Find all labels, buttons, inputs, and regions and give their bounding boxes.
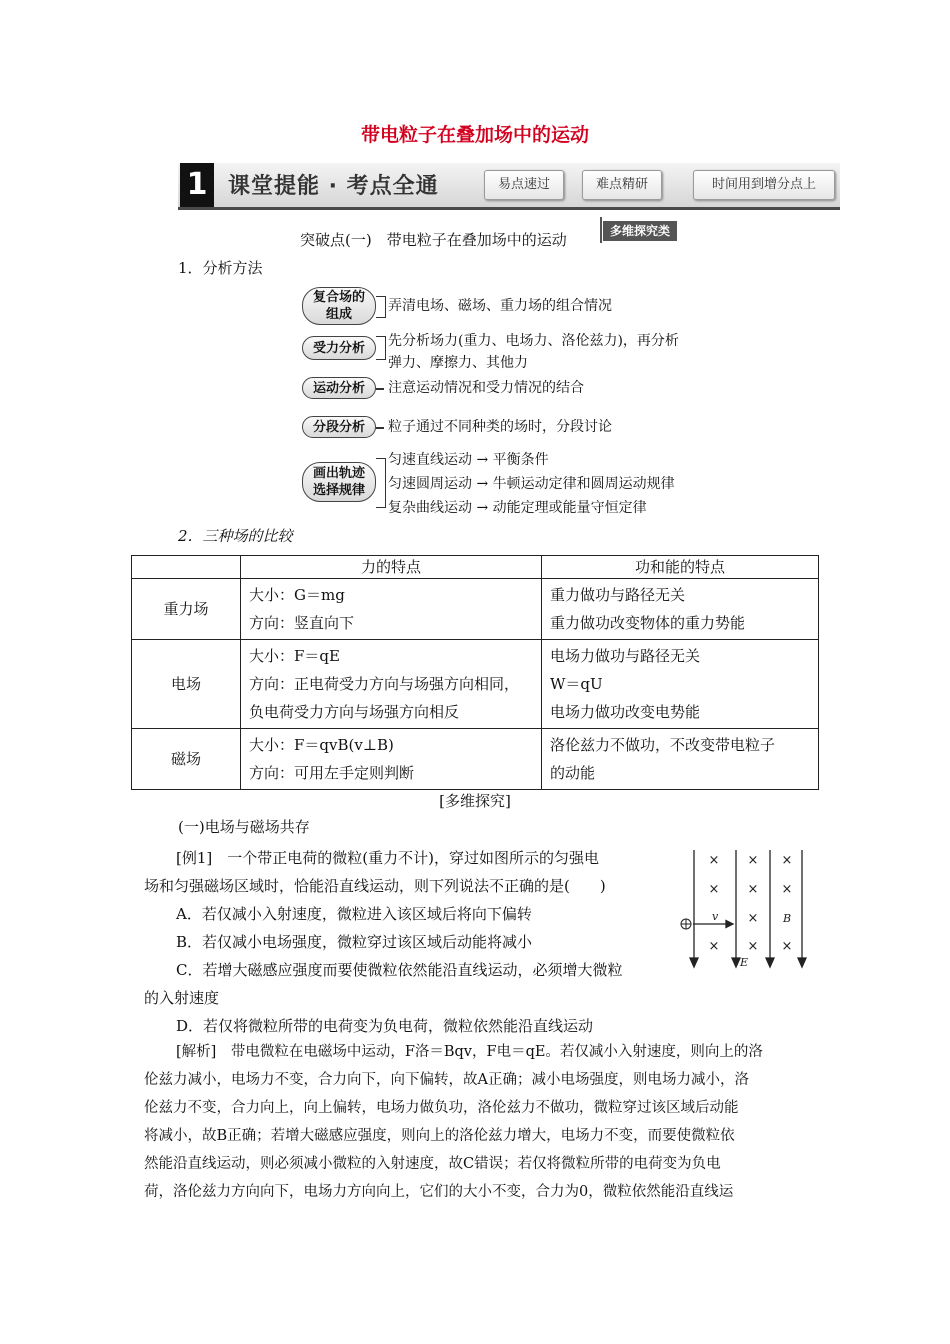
flow-connector — [376, 458, 386, 508]
cell-line: 方向：竖直向下 — [249, 614, 355, 632]
option-c-cont: 的入射速度 — [144, 989, 220, 1007]
arrow-head-icon — [732, 958, 740, 967]
solution-line: 然能沿直线运动，则必须减小微粒的入射速度，故C错误；若仅将微粒所带的电荷变为负电 — [144, 1156, 721, 1172]
flow-node-label: 画出轨迹选择规律 — [312, 466, 365, 498]
cell-line: 负电荷受力方向与场强方向相反 — [249, 703, 460, 721]
flow-node-motion — [302, 377, 376, 399]
table-row-head: 磁场 — [132, 729, 241, 790]
analysis-heading: 1．分析方法 — [178, 259, 263, 277]
table-header-cell: 力的特点 — [241, 556, 542, 579]
flow-node-label: 分段分析 — [312, 419, 365, 435]
magnetic-cross-icon: × — [708, 853, 720, 868]
example-stem-1: [例1] 一个带正电荷的微粒(重力不计)，穿过如图所示的匀强电 — [176, 849, 599, 867]
magnetic-cross-icon: × — [747, 911, 759, 926]
field-diagram — [676, 846, 816, 972]
flow-desc-line: 弄清电场、磁场、重力场的组合情况 — [388, 298, 612, 314]
velocity-label: v — [712, 910, 719, 923]
flow-node-label: 运动分析 — [312, 380, 365, 396]
cell-line: 电场力做功与路径无关 — [550, 647, 701, 665]
flow-desc-line: 匀速直线运动 → 平衡条件 — [388, 452, 549, 468]
cell-line: 洛伦兹力不做功，不改变带电粒子 — [550, 736, 776, 754]
flow-desc-line: 弹力、摩擦力、其他力 — [388, 355, 528, 371]
table-cell — [241, 729, 542, 790]
arrow-head-icon — [766, 958, 774, 967]
explore-label: [多维探究] — [439, 792, 511, 810]
section-heading: 突破点(一) 带电粒子在叠加场中的运动 — [300, 231, 567, 249]
flow-desc-composition — [388, 295, 612, 317]
flow-desc-line: 粒子通过不同种类的场时，分段讨论 — [388, 419, 612, 435]
magnetic-cross-icon: × — [708, 882, 720, 897]
banner-number: 1 — [180, 163, 214, 207]
b-field-label: B — [783, 912, 792, 925]
table-row-head: 电场 — [132, 640, 241, 729]
flow-node-label: 受力分析 — [312, 340, 365, 356]
solution-line: 将减小，故B正确；若增大磁感应强度，则向上的洛伦兹力增大，电场力不变，而要使微粒依 — [144, 1128, 735, 1144]
banner-title: 课堂提能 · 考点全通 — [228, 174, 439, 199]
section-banner — [178, 163, 840, 210]
option-d: D．若仅将微粒所带的电荷变为负电荷，微粒依然能沿直线运动 — [176, 1017, 594, 1035]
magnetic-cross-icon: × — [781, 882, 793, 897]
cell-line: 方向：正电荷受力方向与场强方向相同， — [249, 675, 520, 693]
section-badge: 多维探究类 — [603, 221, 677, 241]
magnetic-cross-icon: × — [708, 939, 720, 954]
cell-line: W＝qU — [550, 675, 603, 693]
table-row — [132, 579, 819, 640]
table-row-head: 重力场 — [132, 579, 241, 640]
flow-node-composition — [302, 287, 376, 325]
magnetic-cross-icon: × — [747, 853, 759, 868]
flow-node-segment — [302, 416, 376, 438]
tab-easy-points[interactable]: 易点速过 — [484, 170, 564, 200]
solution-line: 伦兹力减小，电场力不变，合力向下，向下偏转，故A正确；减小电场强度，则电场力减小，洛 — [144, 1072, 749, 1088]
e-field-label: E — [740, 956, 749, 969]
option-c: C．若增大磁感应强度而要使微粒依然能沿直线运动，必须增大微粒 — [176, 961, 623, 979]
cell-line: 的动能 — [550, 764, 596, 782]
table-row — [132, 729, 819, 790]
tab-scoring-points[interactable]: 时间用到增分点上 — [693, 170, 835, 200]
flow-desc-force — [388, 330, 679, 374]
table-row — [132, 640, 819, 729]
table-cell — [542, 579, 819, 640]
flow-node-label: 复合场的组成 — [312, 290, 365, 322]
page-title: 带电粒子在叠加场中的运动 — [360, 124, 589, 146]
flow-desc-trajectory — [388, 448, 675, 520]
flow-connector — [376, 296, 386, 318]
solution-line: 荷，洛伦兹力方向向下，电场力方向向上，它们的大小不变，合力为0，微粒依然能沿直线运 — [144, 1184, 734, 1200]
table-cell — [241, 640, 542, 729]
comparison-heading: 2．三种场的比较 — [178, 527, 293, 545]
option-a: A．若仅减小入射速度，微粒进入该区域后将向下偏转 — [176, 905, 532, 923]
flow-node-trajectory — [302, 462, 376, 502]
table-cell — [542, 640, 819, 729]
flow-node-force — [302, 336, 376, 360]
solution-line: [解析] 带电微粒在电磁场中运动，F洛＝Bqv，F电＝qE。若仅减小入射速度，则向上的洛 — [176, 1044, 763, 1060]
table-header-cell: 功和能的特点 — [542, 556, 819, 579]
flow-desc-segment — [388, 416, 612, 438]
comparison-table — [131, 555, 819, 790]
table-header-row — [132, 556, 819, 579]
flow-desc-line: 注意运动情况和受力情况的结合 — [388, 380, 584, 396]
arrow-head-icon — [798, 958, 806, 967]
flow-desc-line: 复杂曲线运动 → 动能定理或能量守恒定律 — [388, 500, 647, 516]
arrow-head-icon — [726, 921, 733, 928]
magnetic-cross-icon: × — [781, 939, 793, 954]
magnetic-cross-icon: × — [781, 853, 793, 868]
cell-line: 大小：G＝mg — [249, 586, 345, 604]
table-cell — [542, 729, 819, 790]
arrow-head-icon — [690, 958, 698, 967]
cell-line: 重力做功改变物体的重力势能 — [550, 614, 746, 632]
flow-connector — [376, 427, 384, 429]
cell-line: 电场力做功改变电势能 — [550, 703, 701, 721]
cell-line: 大小：F＝qE — [249, 647, 340, 665]
flow-connector — [376, 388, 384, 390]
flow-desc-line: 匀速圆周运动 → 牛顿运动定律和圆周运动规律 — [388, 476, 675, 492]
cell-line: 重力做功与路径无关 — [550, 586, 686, 604]
example-stem-2: 场和匀强磁场区域时，恰能沿直线运动，则下列说法不正确的是( ) — [144, 877, 606, 895]
explore-subheading: (一)电场与磁场共存 — [178, 818, 310, 836]
table-header-cell — [132, 556, 241, 579]
cell-line: 方向：可用左手定则判断 — [249, 764, 415, 782]
magnetic-cross-icon: × — [747, 939, 759, 954]
tab-difficult-points[interactable]: 难点精研 — [582, 170, 662, 200]
magnetic-cross-icon: × — [747, 882, 759, 897]
flow-connector — [376, 336, 386, 360]
solution-line: 伦兹力不变，合力向上，向上偏转，电场力做负功，洛伦兹力不做功，微粒穿过该区域后动能 — [144, 1100, 739, 1116]
table-cell — [241, 579, 542, 640]
flow-desc-motion — [388, 377, 584, 399]
flow-desc-line: 先分析场力(重力、电场力、洛伦兹力)，再分析 — [388, 333, 679, 349]
option-b: B．若仅减小电场强度，微粒穿过该区域后动能将减小 — [176, 933, 533, 951]
cell-line: 大小：F＝qvB(v⊥B) — [249, 736, 394, 754]
